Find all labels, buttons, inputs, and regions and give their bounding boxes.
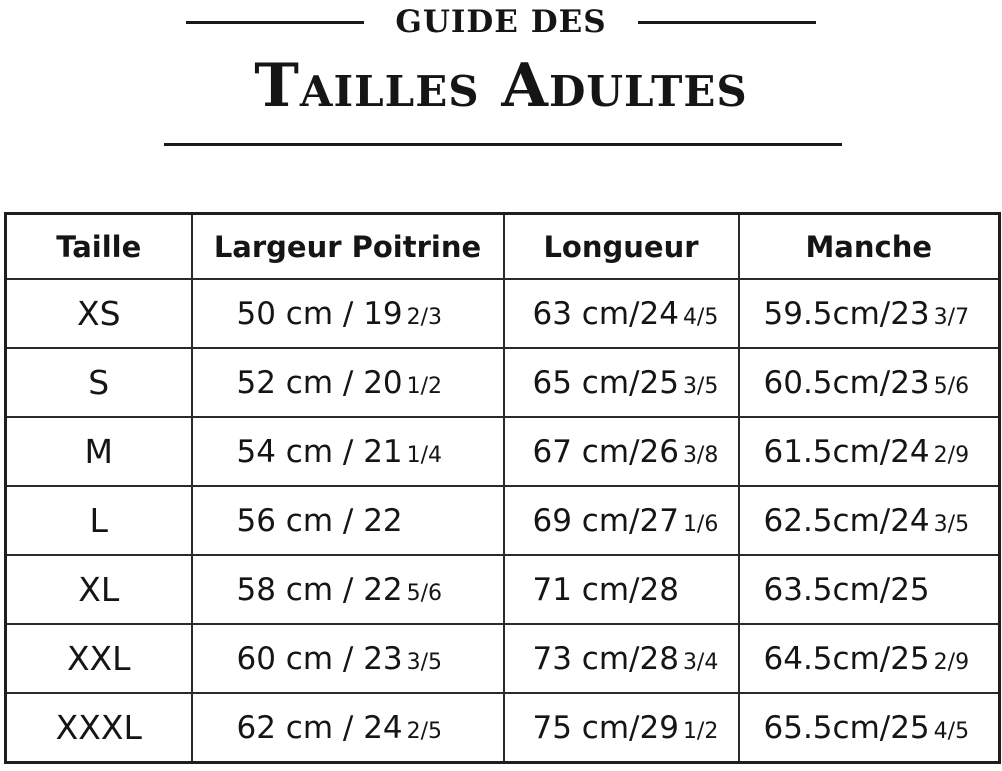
chest-cell [192, 486, 504, 555]
table-row [6, 693, 1000, 763]
chest-fraction: 1/2 [406, 373, 443, 399]
size-cell: XS [6, 279, 192, 348]
sleeve-value: 60.5cm/23 [763, 364, 930, 401]
table-row [6, 348, 1000, 417]
length-fraction: 4/5 [682, 304, 719, 330]
table-row [6, 486, 1000, 555]
length-cell [504, 348, 739, 417]
column-header-sleeve: Manche [739, 214, 1000, 280]
length-value: 63 cm/24 [532, 295, 679, 332]
sleeve-fraction: 3/7 [933, 304, 970, 330]
chest-value: 58 cm / 22 [236, 571, 403, 608]
length-cell [504, 486, 739, 555]
sleeve-value: 63.5cm/25 [763, 571, 930, 608]
length-cell [504, 417, 739, 486]
chest-cell [192, 624, 504, 693]
size-cell: S [6, 348, 192, 417]
chest-cell [192, 417, 504, 486]
sleeve-value: 65.5cm/25 [763, 709, 930, 746]
chest-fraction: 2/3 [406, 304, 443, 330]
sleeve-cell [739, 486, 1000, 555]
decorative-rule-bottom [164, 143, 842, 146]
chest-fraction: 2/5 [406, 718, 443, 744]
decorative-rule-left [186, 21, 364, 24]
size-guide-table [4, 212, 1001, 764]
chest-value: 50 cm / 19 [236, 295, 403, 332]
length-fraction: 3/4 [682, 649, 719, 675]
guide-header [0, 0, 1002, 160]
length-value: 67 cm/26 [532, 433, 679, 470]
decorative-rule-right [638, 21, 816, 24]
length-fraction: 3/5 [682, 373, 719, 399]
chest-fraction: 5/6 [406, 580, 443, 606]
length-value: 69 cm/27 [532, 502, 679, 539]
chest-value: 52 cm / 20 [236, 364, 403, 401]
table-row [6, 624, 1000, 693]
chest-value: 56 cm / 22 [236, 502, 403, 539]
guide-subtitle: GUIDE DES [395, 4, 607, 40]
length-cell [504, 555, 739, 624]
length-fraction: 1/6 [682, 511, 719, 537]
guide-title: Tailles Adultes [254, 51, 748, 121]
chest-cell [192, 348, 504, 417]
size-cell: L [6, 486, 192, 555]
sleeve-cell [739, 624, 1000, 693]
sleeve-value: 61.5cm/24 [763, 433, 930, 470]
table-row [6, 555, 1000, 624]
length-value: 65 cm/25 [532, 364, 679, 401]
table-row [6, 279, 1000, 348]
chest-value: 60 cm / 23 [236, 640, 403, 677]
chest-cell [192, 279, 504, 348]
sleeve-cell [739, 555, 1000, 624]
chest-cell [192, 555, 504, 624]
sleeve-value: 59.5cm/23 [763, 295, 930, 332]
sleeve-cell [739, 417, 1000, 486]
size-cell: M [6, 417, 192, 486]
sleeve-value: 64.5cm/25 [763, 640, 930, 677]
sleeve-fraction: 4/5 [933, 718, 970, 744]
sleeve-fraction: 2/9 [933, 649, 970, 675]
sleeve-cell [739, 693, 1000, 763]
chest-fraction: 1/4 [406, 442, 443, 468]
length-cell [504, 279, 739, 348]
column-header-length: Longueur [504, 214, 739, 280]
length-value: 71 cm/28 [532, 571, 679, 608]
length-fraction: 1/2 [682, 718, 719, 744]
size-cell: XL [6, 555, 192, 624]
sleeve-value: 62.5cm/24 [763, 502, 930, 539]
size-cell: XXL [6, 624, 192, 693]
chest-value: 62 cm / 24 [236, 709, 403, 746]
size-cell: XXXL [6, 693, 192, 763]
sleeve-fraction: 3/5 [933, 511, 970, 537]
column-header-size: Taille [6, 214, 192, 280]
sleeve-cell [739, 279, 1000, 348]
length-value: 73 cm/28 [532, 640, 679, 677]
table-row [6, 417, 1000, 486]
chest-fraction: 3/5 [406, 649, 443, 675]
length-fraction: 3/8 [682, 442, 719, 468]
table-header-row [6, 214, 1000, 280]
length-value: 75 cm/29 [532, 709, 679, 746]
chest-cell [192, 693, 504, 763]
column-header-chest-width: Largeur Poitrine [192, 214, 504, 280]
sleeve-cell [739, 348, 1000, 417]
length-cell [504, 624, 739, 693]
sleeve-fraction: 5/6 [933, 373, 970, 399]
sleeve-fraction: 2/9 [933, 442, 970, 468]
chest-value: 54 cm / 21 [236, 433, 403, 470]
length-cell [504, 693, 739, 763]
